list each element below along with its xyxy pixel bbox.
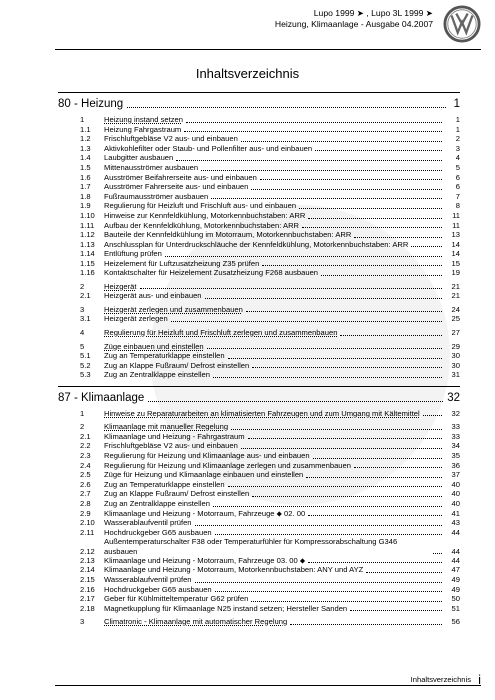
entry-number: 1.2 [80, 134, 91, 144]
dot-leader [213, 506, 442, 507]
table-of-contents [0, 92, 495, 627]
toc-entry[interactable] [80, 134, 460, 144]
entry-page: 6 [455, 182, 460, 192]
entry-page: 41 [451, 508, 460, 518]
entry-title: Ausströmer Fahrerseite aus- und einbauen [104, 182, 249, 192]
dot-leader [171, 321, 442, 322]
dot-leader [195, 582, 442, 583]
entry-page: 32 [451, 409, 460, 419]
toc-entry[interactable] [80, 240, 460, 249]
dot-leader [308, 515, 442, 516]
toc-entry[interactable] [80, 249, 460, 259]
entry-title: Aufbau der Kennfeldkühlung, Motorkennbuchstaben: ARR [104, 220, 300, 230]
toc-entry[interactable] [80, 291, 460, 301]
dot-leader [127, 107, 446, 108]
entry-title: Fußraumausströmer ausbauen [104, 191, 209, 201]
dot-leader [165, 256, 442, 257]
toc-entry[interactable] [80, 221, 460, 231]
dot-leader [290, 624, 442, 625]
entry-number: 1 [80, 409, 85, 419]
entry-title: Hochdruckgeber G65 ausbauen [104, 584, 212, 594]
entry-title: Hinweise zu Reparaturarbeiten an klimatisierten Fahrzeugen und zum Umgang mit Kältemittel [104, 409, 420, 419]
dot-leader [205, 298, 442, 299]
dot-leader [252, 367, 442, 368]
toc-entry[interactable] [80, 509, 460, 519]
section-title: 87 - Klimaanlage [58, 392, 145, 405]
dot-leader [241, 448, 442, 449]
entry-page: 51 [451, 603, 460, 613]
entry-number: 2.17 [80, 594, 95, 604]
toc-entry[interactable] [80, 585, 460, 595]
entry-number: 2.16 [80, 584, 95, 594]
entry-number: 1.5 [80, 162, 91, 172]
entry-title: Heizung Fahrgastraum [104, 124, 182, 134]
entry-page: 33 [451, 431, 460, 441]
dot-leader [228, 486, 442, 487]
entry-number: 2.7 [80, 489, 91, 499]
toc-entry[interactable] [80, 144, 460, 154]
dot-leader [260, 179, 442, 180]
toc-entry[interactable] [80, 342, 460, 352]
dot-leader [251, 189, 442, 190]
entry-title: Klimaanlage und Heizung - Motorraum, Fahrzeuge 03. 00 ⬥ [104, 555, 306, 565]
dot-leader [231, 429, 442, 430]
toc-entry[interactable] [80, 441, 460, 451]
entry-page: 14 [451, 248, 460, 258]
entry-number: 2.1 [80, 431, 91, 441]
entry-title: Zug an Zentralklappe einstellen [104, 370, 210, 380]
entry-number: 1.9 [80, 201, 91, 211]
entry-title: Hochdruckgeber G65 ausbauen [104, 527, 212, 537]
entry-number: 1.10 [80, 210, 95, 220]
entry-title: Züge für Heizung und Klimaanlage einbauen und einstellen [104, 470, 304, 480]
toc-entry[interactable] [80, 314, 460, 324]
entry-title: Geber für Kühlmitteltemperatur G62 prüfen [104, 594, 249, 604]
entry-number: 3.1 [80, 314, 91, 324]
entry-number: 1.11 [80, 220, 95, 230]
toc-entry[interactable] [80, 305, 460, 315]
entry-page: 49 [451, 584, 460, 594]
toc-section-heading[interactable] [58, 386, 460, 405]
entry-page: 29 [451, 341, 460, 351]
entry-page: 49 [451, 574, 460, 584]
entry-title: Regulierung für Heizluft und Frischluft aus- und einbauen [104, 201, 297, 211]
toc-entry[interactable] [80, 422, 460, 432]
header-model: Lupo 1999 ➤ , Lupo 3L 1999 ➤ [313, 8, 433, 18]
dot-leader [211, 198, 442, 199]
entry-number: 2.15 [80, 574, 95, 584]
footer-page-number: i [478, 672, 481, 687]
dot-leader [299, 208, 442, 209]
toc-entry[interactable] [80, 328, 460, 338]
dot-leader [207, 348, 442, 349]
entry-number: 2.13 [80, 555, 95, 565]
entry-title: Magnetkupplung für Klimaanlage N25 instand setzen; Hersteller Sanden [104, 603, 348, 613]
entry-title: Entlüftung prüfen [104, 248, 162, 258]
dot-leader [350, 610, 442, 611]
toc-entry[interactable] [80, 537, 460, 555]
entry-number: 1.16 [80, 268, 95, 278]
toc-entry[interactable] [80, 470, 460, 480]
entry-title: Zug an Klappe Fußraum/ Defrost einstellen [104, 360, 250, 370]
entry-page: 3 [455, 143, 460, 153]
dot-leader [354, 467, 442, 468]
entry-title: Wasserablaufventil prüfen [104, 518, 192, 528]
entry-title: Heizelement für Luftzusatzheizung Z35 prüfen [104, 258, 260, 268]
entry-title: Zug an Klappe Fußraum/ Defrost einstellen [104, 489, 250, 499]
entry-number: 1 [80, 115, 85, 124]
entry-title: Climatronic - Klimaanlage mit automatischer Regelung [104, 617, 288, 627]
toc-section-heading[interactable] [58, 92, 460, 111]
entry-page: 21 [451, 291, 460, 301]
toc-entry[interactable] [80, 351, 460, 361]
entry-title: Klimaanlage mit manueller Regelung [104, 422, 229, 432]
entry-page: 44 [451, 546, 460, 556]
dot-leader [148, 401, 443, 402]
entry-page: 24 [451, 304, 460, 314]
entry-page: 43 [451, 518, 460, 528]
entry-page: 4 [455, 153, 460, 163]
entry-number: 2.9 [80, 508, 91, 518]
toc-entry[interactable] [80, 153, 460, 163]
entry-title: Ausströmer Beifahrerseite aus- und einbauen [104, 172, 257, 182]
dot-leader [201, 170, 442, 171]
dot-leader [248, 438, 442, 439]
section-page: 1 [453, 98, 460, 110]
entry-page: 30 [451, 351, 460, 361]
entry-page: 30 [451, 360, 460, 370]
entry-number: 1.7 [80, 182, 91, 192]
dot-leader [306, 477, 442, 478]
entry-page: 27 [451, 328, 460, 338]
entry-page: 44 [451, 555, 460, 565]
entry-page: 13 [451, 230, 460, 240]
entry-number: 1.4 [80, 153, 91, 163]
dot-leader [262, 265, 442, 266]
entry-number: 5.1 [80, 351, 91, 361]
dot-leader [321, 275, 442, 276]
entry-page: 44 [451, 527, 460, 537]
toc-entry[interactable] [80, 604, 460, 614]
entry-number: 2.12 [80, 546, 95, 556]
entry-title: Aktivkohlefilter oder Staub- und Pollenfilter aus- und einbauen [104, 143, 313, 153]
entry-number: 3 [80, 304, 85, 314]
entry-number: 2.4 [80, 460, 91, 470]
entry-title: Frischluftgebläse V2 aus- und einbauen [104, 441, 238, 451]
dot-leader [411, 246, 442, 247]
entry-page: 21 [451, 281, 460, 291]
dot-leader [213, 377, 442, 378]
entry-number: 1.6 [80, 172, 91, 182]
entry-number: 2.3 [80, 451, 91, 461]
dot-leader [354, 237, 442, 238]
dot-leader [186, 122, 442, 123]
entry-page: 47 [451, 565, 460, 575]
toc-entry[interactable] [80, 192, 460, 202]
entry-title: Regulierung für Heizluft und Frischluft zerlegen und zusammenbauen [104, 328, 338, 338]
entry-title: Klimaanlage und Heizung - Motorraum, Motorkennbuchstaben: ANY und AYZ [104, 565, 364, 575]
entry-page: 6 [455, 172, 460, 182]
entry-title: Bauteile der Kennfeldkühlung im Motorraum, Motorkennbuchstaben: ARR [104, 230, 352, 240]
entry-page: 40 [451, 489, 460, 499]
dot-leader [241, 141, 442, 142]
entry-number: 2.6 [80, 479, 91, 489]
entry-title: Zug an Zentralklappe einstellen [104, 499, 210, 508]
dot-leader [308, 562, 442, 563]
entry-title: Heizgerät aus- und einbauen [104, 291, 202, 301]
dot-leader [252, 496, 442, 497]
entry-page: 56 [451, 617, 460, 627]
entry-number: 1.14 [80, 248, 95, 258]
toc-entry[interactable] [80, 370, 460, 380]
toc-entry[interactable] [80, 268, 460, 278]
entry-number: 2.1 [80, 291, 91, 301]
toc-entry[interactable] [80, 461, 460, 471]
entry-title: Zug an Temperaturklappe einstellen [104, 351, 225, 361]
entry-number: 2.14 [80, 565, 95, 575]
toc-entry[interactable] [80, 432, 460, 442]
entry-title: Klimaanlage und Heizung - Motorraum, Fahrzeuge ⬥ 02. 00 [104, 508, 306, 518]
entry-page: 31 [451, 370, 460, 380]
dot-leader [176, 160, 442, 161]
entry-title: Wasserablaufventil prüfen [104, 574, 192, 584]
dot-leader [423, 415, 442, 416]
entry-number: 1.3 [80, 143, 91, 153]
entry-number: 2 [80, 281, 85, 291]
entry-page: 37 [451, 470, 460, 480]
entry-number: 3 [80, 617, 85, 627]
dot-leader [184, 131, 442, 132]
page-header [275, 8, 433, 30]
toc-entry[interactable] [80, 594, 460, 604]
entry-title: Außentemperaturschalter F38 oder Temperaturfühler für Kompressorabschaltung G346 ausbauen [104, 537, 398, 556]
page-title: Inhaltsverzeichnis [195, 66, 300, 81]
entry-title: Regulierung für Heizung und Klimaanlage aus- und einbauen [104, 451, 310, 461]
footer-rule [55, 685, 481, 686]
toc-entry[interactable] [80, 528, 460, 538]
dot-leader [313, 458, 442, 459]
entry-title: Klimaanlage und Heizung - Fahrgastraum [104, 431, 245, 441]
dot-leader [251, 601, 442, 602]
dot-leader [302, 227, 442, 228]
entry-page: 15 [451, 258, 460, 268]
entry-number: 2.2 [80, 441, 91, 451]
entry-page: 5 [455, 162, 460, 172]
header-rule [55, 49, 481, 50]
entry-page: 19 [451, 268, 460, 278]
entry-page: 34 [451, 441, 460, 451]
entry-page: 7 [455, 191, 460, 201]
dot-leader [195, 525, 442, 526]
entry-number: 4 [80, 328, 85, 338]
toc-entry[interactable] [80, 182, 460, 192]
toc-entry[interactable] [80, 201, 460, 211]
entry-title: Kontaktschalter für Heizelement Zusatzheizung F268 ausbauen [104, 268, 319, 278]
entry-number: 1.12 [80, 230, 95, 240]
entry-number: 1.15 [80, 258, 95, 268]
dot-leader [308, 218, 442, 219]
section-title: 80 - Heizung [58, 98, 124, 110]
toc-entry[interactable] [80, 565, 460, 575]
entry-page: 14 [451, 239, 460, 249]
toc-entry[interactable] [80, 499, 460, 509]
entry-title: Zug an Temperaturklappe einstellen [104, 479, 225, 489]
entry-number: 2.11 [80, 527, 95, 537]
dot-leader [215, 534, 442, 535]
entry-number: 1.1 [80, 124, 91, 134]
toc-entry[interactable] [80, 211, 460, 221]
entry-title: Laubgitter ausbauen [104, 153, 174, 163]
toc-entry[interactable] [80, 451, 460, 461]
toc-entry[interactable] [80, 125, 460, 135]
entry-title: Regulierung für Heizung und Klimaanlage zerlegen und zusammenbauen [104, 460, 351, 470]
dot-leader [315, 150, 442, 151]
entry-title: Heizgerät zerlegen [104, 314, 168, 324]
entry-page: 36 [451, 460, 460, 470]
dot-leader [228, 358, 442, 359]
toc-entry[interactable] [80, 480, 460, 490]
entry-number: 5 [80, 341, 85, 351]
entry-number: 2.8 [80, 499, 91, 508]
toc-entry[interactable] [80, 230, 460, 240]
toc-entry[interactable] [80, 518, 460, 528]
dot-leader [340, 335, 442, 336]
toc-entry[interactable] [80, 282, 460, 292]
toc-entry[interactable] [80, 173, 460, 183]
entry-title: Heizung instand setzen [104, 115, 183, 124]
entry-number: 5.2 [80, 360, 91, 370]
dot-leader [140, 288, 443, 289]
dot-leader [246, 311, 442, 312]
toc-entry[interactable] [80, 489, 460, 499]
entry-title: Heizgerät [104, 281, 137, 291]
entry-page: 40 [451, 499, 460, 508]
toc-entry[interactable] [80, 115, 460, 125]
entry-page: 11 [452, 210, 460, 220]
entry-page: 11 [452, 220, 460, 230]
toc-entry[interactable] [80, 361, 460, 371]
entry-page: 33 [451, 422, 460, 432]
dot-leader [366, 572, 442, 573]
dot-leader [215, 591, 442, 592]
toc-entry[interactable] [80, 409, 460, 418]
section-page: 32 [447, 392, 460, 405]
entry-page: 35 [451, 451, 460, 461]
entry-title: Anschlussplan für Unterdruckschläuche der Kennfeldkühlung, Motorkennbuchstaben: ARR [104, 239, 409, 249]
entry-page: 1 [455, 124, 460, 134]
entry-page: 40 [451, 479, 460, 489]
entry-page: 2 [455, 134, 460, 144]
entry-number: 1.13 [80, 239, 95, 249]
entry-page: 1 [455, 115, 460, 124]
dot-leader [433, 553, 442, 554]
toc-entry[interactable] [80, 556, 460, 566]
entry-number: 2.10 [80, 518, 95, 528]
toc-entry[interactable] [80, 617, 460, 627]
entry-number: 2.5 [80, 470, 91, 480]
entry-title: Heizgerät zerlegen und zusammenbauen [104, 304, 243, 314]
entry-page: 25 [451, 314, 460, 324]
entry-title: Hinweise zur Kennfeldkühlung, Motorkennbuchstaben: ARR [104, 210, 306, 220]
entry-number: 1.8 [80, 191, 91, 201]
vw-logo-icon [443, 5, 481, 43]
entry-page: 50 [451, 594, 460, 604]
entry-number: 2 [80, 422, 85, 432]
entry-number: 5.3 [80, 370, 91, 380]
entry-number: 2.18 [80, 603, 95, 613]
toc-entry[interactable] [80, 163, 460, 173]
header-subtitle: Heizung, Klimaanlage - Ausgabe 04.2007 [274, 19, 433, 29]
entry-title: Mittenausströmer ausbauen [104, 162, 199, 172]
entry-title: Frischluftgebläse V2 aus- und einbauen [104, 134, 238, 144]
footer-label: Inhaltsverzeichnis [410, 675, 471, 684]
entry-title: Züge einbauen und einstellen [104, 341, 204, 351]
toc-entry[interactable] [80, 259, 460, 269]
toc-entry[interactable] [80, 575, 460, 585]
entry-page: 8 [455, 201, 460, 211]
